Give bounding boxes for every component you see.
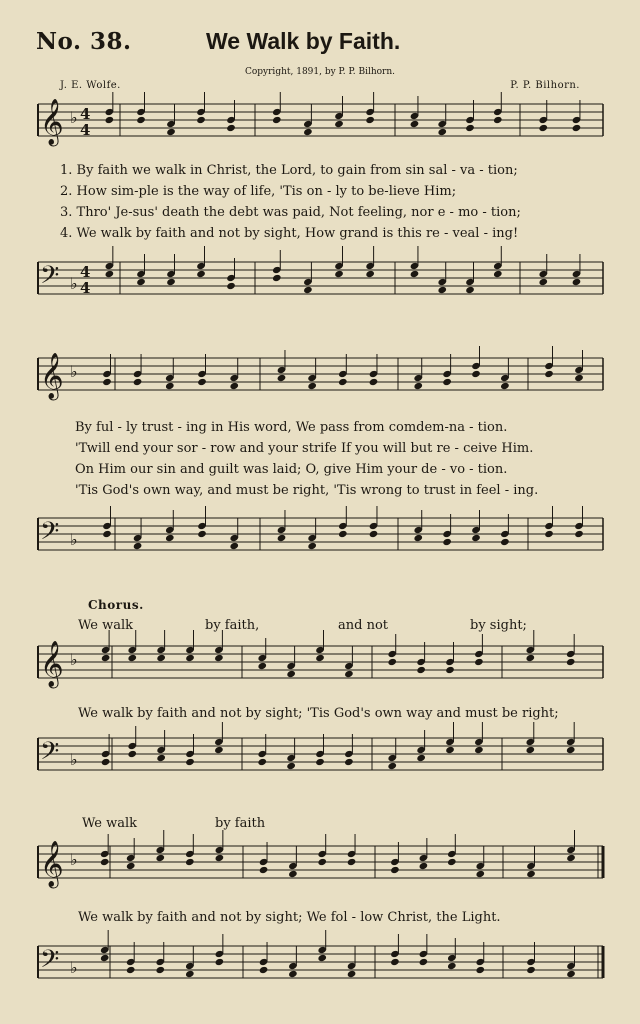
chorus-cue-1c: and not bbox=[338, 618, 389, 633]
note-head bbox=[574, 374, 584, 382]
verse-3-line-2: On Him our sin and guilt was laid; O, give Him your de - vo - tion. bbox=[75, 462, 508, 477]
composer-credit: P. P. Bilhorn. bbox=[510, 80, 580, 91]
note-head bbox=[416, 754, 426, 762]
note-head bbox=[155, 966, 165, 974]
note-head bbox=[475, 966, 485, 974]
note-head bbox=[214, 746, 224, 754]
note-head bbox=[365, 116, 375, 124]
note-head bbox=[344, 670, 354, 678]
note-head bbox=[390, 866, 400, 874]
bass-clef-icon: 𝄢 bbox=[40, 737, 60, 772]
bass-clef-icon: 𝄢 bbox=[40, 261, 60, 296]
note-head bbox=[474, 746, 484, 754]
flat-key-signature-icon: ♭ bbox=[70, 108, 78, 127]
note-head bbox=[317, 858, 327, 866]
note-head bbox=[526, 870, 536, 878]
note-head bbox=[365, 270, 375, 278]
hymn-title: We Walk by Faith. bbox=[206, 28, 401, 54]
note-head bbox=[471, 370, 481, 378]
note-head bbox=[197, 378, 207, 386]
note-head bbox=[419, 958, 429, 966]
note-head bbox=[538, 278, 548, 286]
time-signature-top: 4 bbox=[80, 105, 91, 123]
note-head bbox=[572, 278, 582, 286]
note-head bbox=[410, 120, 420, 128]
note-head bbox=[538, 124, 548, 132]
note-head bbox=[155, 854, 165, 862]
note-head bbox=[156, 654, 166, 662]
note-head bbox=[288, 870, 298, 878]
note-head bbox=[387, 658, 397, 666]
note-head bbox=[257, 758, 267, 766]
note-head bbox=[442, 538, 452, 546]
flat-key-signature-icon: ♭ bbox=[70, 650, 78, 669]
chorus-line-1: We walk by faith and not by sight; 'Tis God's own way and must be right; bbox=[78, 706, 559, 721]
note-head bbox=[277, 374, 287, 382]
note-head bbox=[338, 530, 348, 538]
note-head bbox=[474, 658, 484, 666]
flat-key-signature-icon: ♭ bbox=[70, 530, 78, 549]
note-head bbox=[387, 762, 397, 770]
note-head bbox=[500, 538, 510, 546]
note-head bbox=[100, 858, 110, 866]
lyricist-credit: J. E. Wolfe. bbox=[60, 80, 121, 91]
note-head bbox=[437, 286, 447, 294]
chorus-cue-2a: We walk bbox=[82, 816, 138, 831]
note-head bbox=[229, 542, 239, 550]
note-head bbox=[445, 746, 455, 754]
treble-clef-icon: 𝄞 bbox=[40, 353, 64, 399]
treble-clef-icon: 𝄞 bbox=[40, 99, 64, 145]
note-head bbox=[259, 866, 269, 874]
verse-2-line-1: 2. How sim-ple is the way of life, 'Tis on - ly to be-lieve Him; bbox=[60, 184, 457, 199]
note-head bbox=[257, 662, 267, 670]
note-head bbox=[105, 270, 115, 278]
note-head bbox=[303, 286, 313, 294]
note-head bbox=[196, 116, 206, 124]
note-head bbox=[566, 658, 576, 666]
treble-staff-system-3 bbox=[0, 638, 640, 698]
time-signature-top: 4 bbox=[80, 263, 91, 281]
treble-staff-system-2 bbox=[0, 350, 640, 410]
note-head bbox=[544, 530, 554, 538]
chorus-cue-1a: We walk bbox=[78, 618, 134, 633]
note-head bbox=[214, 654, 224, 662]
note-head bbox=[572, 124, 582, 132]
note-head bbox=[185, 654, 195, 662]
note-head bbox=[127, 654, 137, 662]
note-head bbox=[437, 128, 447, 136]
bass-staff-system-4 bbox=[0, 938, 640, 998]
note-head bbox=[166, 128, 176, 136]
note-head bbox=[445, 666, 455, 674]
note-head bbox=[156, 754, 166, 762]
note-head bbox=[105, 116, 115, 124]
copyright-notice: Copyright, 1891, by P. P. Bilhorn. bbox=[244, 67, 395, 77]
note-head bbox=[165, 382, 175, 390]
bass-staff-system-2 bbox=[0, 510, 640, 570]
note-head bbox=[288, 970, 298, 978]
bass-clef-icon: 𝄢 bbox=[40, 945, 60, 980]
note-head bbox=[566, 970, 576, 978]
chorus-cue-2b: by faith bbox=[215, 816, 266, 831]
note-head bbox=[369, 378, 379, 386]
note-head bbox=[566, 854, 576, 862]
time-signature-bottom: 4 bbox=[80, 121, 91, 139]
note-head bbox=[390, 958, 400, 966]
chorus-label: Chorus. bbox=[88, 598, 144, 612]
note-head bbox=[347, 858, 357, 866]
note-head bbox=[500, 382, 510, 390]
note-head bbox=[447, 858, 457, 866]
note-head bbox=[344, 758, 354, 766]
note-head bbox=[525, 654, 535, 662]
note-head bbox=[416, 666, 426, 674]
note-head bbox=[133, 378, 143, 386]
note-head bbox=[277, 534, 287, 542]
note-head bbox=[229, 382, 239, 390]
flat-key-signature-icon: ♭ bbox=[70, 958, 78, 977]
bass-staff-system-3 bbox=[0, 730, 640, 790]
note-head bbox=[493, 116, 503, 124]
note-head bbox=[334, 270, 344, 278]
note-head bbox=[102, 530, 112, 538]
note-head bbox=[101, 758, 111, 766]
note-head bbox=[215, 854, 225, 862]
note-head bbox=[347, 970, 357, 978]
time-signature-bottom: 4 bbox=[80, 279, 91, 297]
verse-1-line-1: 1. By faith we walk in Christ, the Lord, to gain from sin sal - va - tion; bbox=[60, 163, 518, 178]
flat-key-signature-icon: ♭ bbox=[70, 850, 78, 869]
verse-1-line-2: By ful - ly trust - ing in His word, We pass from comdem-na - tion. bbox=[75, 420, 508, 435]
note-head bbox=[525, 746, 535, 754]
note-head bbox=[136, 116, 146, 124]
note-head bbox=[471, 534, 481, 542]
note-head bbox=[215, 958, 225, 966]
verse-4-line-1: 4. We walk by faith and not by sight, How grand is this re - veal - ing! bbox=[60, 226, 519, 241]
note-head bbox=[413, 382, 423, 390]
flat-key-signature-icon: ♭ bbox=[70, 274, 78, 293]
note-head bbox=[338, 378, 348, 386]
note-head bbox=[369, 530, 379, 538]
note-head bbox=[315, 758, 325, 766]
verse-3-line-1: 3. Thro' Je-sus' death the debt was paid, Not feeling, nor e - mo - tion; bbox=[60, 205, 521, 220]
note-head bbox=[307, 542, 317, 550]
note-head bbox=[126, 862, 136, 870]
note-head bbox=[226, 282, 236, 290]
treble-clef-icon: 𝄞 bbox=[40, 641, 64, 687]
verse-2-line-2: 'Twill end your sor - row and your strife If you will but re - ceive Him. bbox=[75, 441, 534, 456]
bass-staff-system-1 bbox=[0, 254, 640, 314]
bass-clef-icon: 𝄢 bbox=[40, 517, 60, 552]
note-head bbox=[165, 534, 175, 542]
note-head bbox=[185, 758, 195, 766]
treble-staff-system-4 bbox=[0, 838, 640, 898]
note-head bbox=[185, 858, 195, 866]
note-head bbox=[226, 124, 236, 132]
note-head bbox=[286, 762, 296, 770]
verse-4-line-2: 'Tis God's own way, and must be right, 'Tis wrong to trust in feel - ing. bbox=[75, 483, 539, 498]
note-head bbox=[259, 966, 269, 974]
note-head bbox=[307, 382, 317, 390]
note-head bbox=[465, 124, 475, 132]
note-head bbox=[272, 274, 282, 282]
note-head bbox=[475, 870, 485, 878]
note-head bbox=[465, 286, 475, 294]
note-head bbox=[100, 954, 110, 962]
flat-key-signature-icon: ♭ bbox=[70, 362, 78, 381]
note-head bbox=[544, 370, 554, 378]
treble-clef-icon: 𝄞 bbox=[40, 841, 64, 887]
note-head bbox=[526, 966, 536, 974]
note-head bbox=[303, 128, 313, 136]
note-head bbox=[442, 378, 452, 386]
flat-key-signature-icon: ♭ bbox=[70, 750, 78, 769]
note-head bbox=[102, 378, 112, 386]
note-head bbox=[447, 962, 457, 970]
treble-staff-system-1 bbox=[0, 96, 640, 156]
note-head bbox=[196, 270, 206, 278]
note-head bbox=[101, 654, 111, 662]
note-head bbox=[127, 750, 137, 758]
chorus-cue-1b: by faith, bbox=[205, 618, 260, 633]
note-head bbox=[315, 654, 325, 662]
note-head bbox=[286, 670, 296, 678]
note-head bbox=[126, 966, 136, 974]
chorus-line-2: We walk by faith and not by sight; We fol - low Christ, the Light. bbox=[78, 910, 501, 925]
note-head bbox=[493, 270, 503, 278]
hymn-number: No. 38. bbox=[36, 28, 132, 55]
note-head bbox=[334, 120, 344, 128]
note-head bbox=[185, 970, 195, 978]
note-head bbox=[317, 954, 327, 962]
note-head bbox=[410, 270, 420, 278]
note-head bbox=[133, 542, 143, 550]
note-head bbox=[166, 278, 176, 286]
note-head bbox=[574, 530, 584, 538]
note-head bbox=[136, 278, 146, 286]
chorus-cue-1d: by sight; bbox=[470, 618, 527, 633]
note-head bbox=[419, 862, 429, 870]
note-head bbox=[566, 746, 576, 754]
note-head bbox=[197, 530, 207, 538]
note-head bbox=[272, 116, 282, 124]
note-head bbox=[413, 534, 423, 542]
